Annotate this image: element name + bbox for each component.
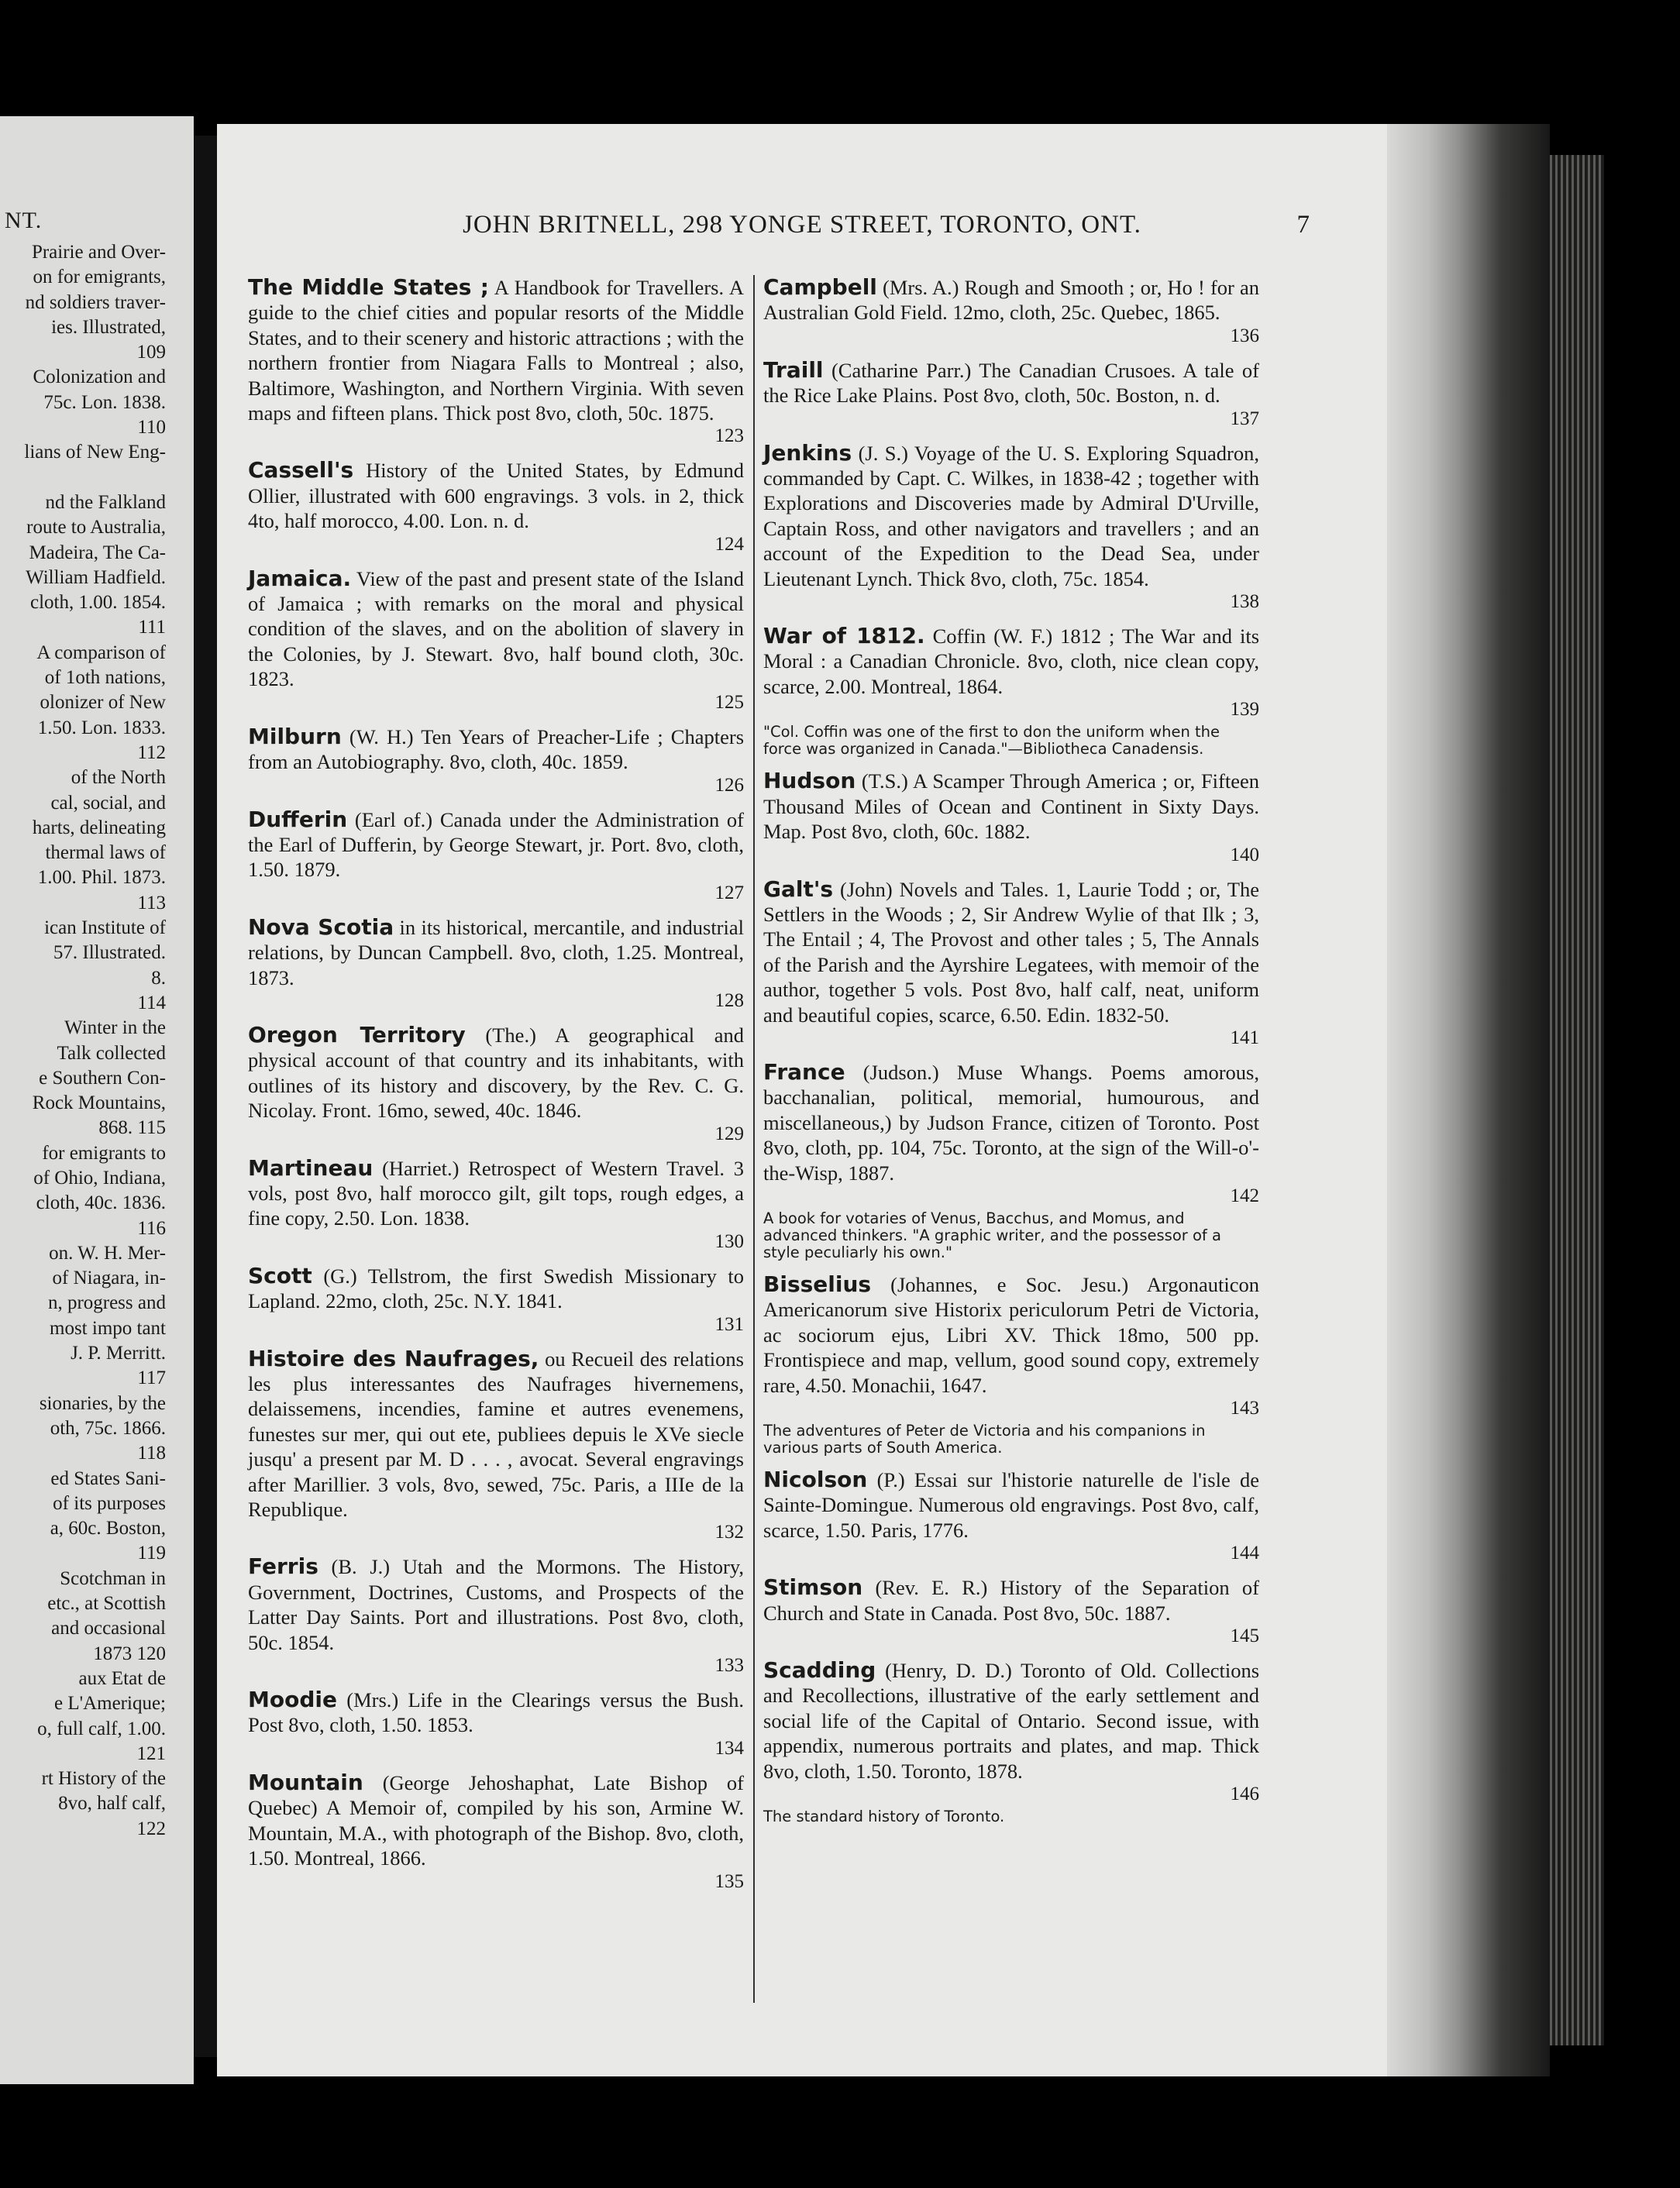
entry-heading: The Middle States ;: [248, 274, 489, 300]
left-page-line: n, progress and: [47, 1292, 166, 1314]
catalogue-entry: [248, 915, 744, 1012]
entry-number: 140: [1230, 844, 1259, 865]
entry-description: ou Recueil des relations les plus interessantes des Naufrages hivernemens, delaissemens, incendies, famine et autres evenemens, funestes sur mer, qui out ete, publiees depuis le XVe siecle jusqu' a present par M. D . . . , avocat. Several engravings after Marillier. 3 vols, 8vo, sewed, 75c. Paris, a IIIe de la Republique.: [248, 1347, 744, 1522]
entry-description: in its historical, mercantile, and industrial relations, by Duncan Campbell. 8vo, cloth, 1.25. Montreal, 1873.: [248, 915, 744, 989]
left-page-line: oth, 75c. 1866.: [50, 1417, 166, 1439]
catalogue-entry: [248, 566, 744, 714]
entry-description: A Handbook for Travellers. A guide to the chief cities and popular resorts of the Middle States, and to their scenery and historic attractions ; with the northern frontier from Niagara Falls to Montreal ; also, Baltimore, Washington, and Northern Virginia. With seven maps and fifteen plans. Thick post 8vo, cloth, 50c. 1875.: [248, 276, 745, 425]
left-page-line: 110: [137, 417, 166, 439]
left-page-line: 111: [138, 617, 166, 638]
left-page-line: cloth, 1.00. 1854.: [30, 592, 166, 614]
entry-heading: Nova Scotia: [248, 913, 394, 940]
left-page-line: [0, 466, 166, 490]
left-page-line: Scotchman in: [60, 1567, 166, 1589]
left-page-line: of its purposes: [53, 1492, 166, 1514]
left-page-line: cloth, 40c. 1836.: [36, 1192, 166, 1214]
left-page-line: Madeira, The Ca-: [29, 542, 166, 563]
entry-number: 139: [1230, 699, 1259, 721]
main-page: [217, 124, 1387, 2076]
page-number: 7: [1296, 211, 1310, 239]
left-page-header: NT.: [5, 208, 43, 233]
entry-number: 137: [1230, 408, 1259, 429]
left-page-line: cal, social, and: [50, 792, 166, 814]
left-page-line: 116: [137, 1217, 166, 1239]
left-page-line: Rock Mountains,: [32, 1092, 166, 1114]
left-page-line: 118: [137, 1443, 166, 1464]
catalogue-entry: [763, 1467, 1259, 1564]
left-page-line: lians of New Eng-: [24, 442, 166, 463]
left-page-line: nd soldiers traver-: [25, 291, 166, 313]
entry-heading: War of 1812.: [763, 623, 925, 649]
entry-heading: Milburn: [248, 723, 342, 749]
left-page-line: 114: [137, 992, 166, 1013]
catalogue-entry: [763, 358, 1259, 430]
column-divider: [753, 275, 755, 2003]
entry-heading: Histoire des Naufrages,: [248, 1345, 539, 1371]
catalogue-entry: [248, 1023, 744, 1145]
catalogue-entry: [248, 807, 744, 904]
entry-number: 133: [714, 1655, 744, 1677]
left-page-line: a, 60c. Boston,: [50, 1518, 166, 1540]
entry-number: 129: [714, 1123, 744, 1144]
left-page-line: sionaries, by the: [39, 1392, 166, 1414]
left-page-line: 75c. Lon. 1838.: [43, 391, 166, 413]
entry-number: 128: [714, 989, 744, 1011]
catalogue-entry: [763, 624, 1259, 758]
left-page-line: 122: [136, 1818, 166, 1839]
catalogue-entry: [763, 275, 1259, 347]
entry-description: (Earl of.) Canada under the Administration of the Earl of Dufferin, by George Stewart, jr. Port. 8vo, cloth, 1.50. 1879.: [248, 807, 745, 882]
catalogue-entry: [763, 1658, 1259, 1825]
left-page-line: etc., at Scottish: [47, 1593, 166, 1615]
catalogue-entry: [248, 1347, 744, 1544]
left-page-line: 1.00. Phil. 1873.: [37, 867, 166, 889]
entry-note: "Col. Coffin was one of the first to don the uniform when the force was organized in Canada."—Bibliotheca Canadensis.: [763, 723, 1220, 759]
left-page-line: aux Etat de: [78, 1667, 166, 1689]
entry-description: (B. J.) Utah and the Mormons. The History, Government, Doctrines, Customs, and Prospects of the Latter Day Saints. Port and illustrations. Post 8vo, cloth, 50c. 1854.: [248, 1555, 745, 1654]
catalogue-entry: [248, 1156, 744, 1253]
entry-heading: Oregon Territory: [248, 1021, 466, 1048]
catalogue-entry: [248, 1770, 744, 1893]
catalogue-entry: [763, 441, 1259, 613]
entry-heading: Campbell: [763, 274, 877, 300]
left-page-line: ies. Illustrated,: [51, 316, 166, 338]
left-page-line: e L'Amerique;: [53, 1693, 166, 1715]
entry-heading: Stimson: [763, 1574, 863, 1601]
catalogue-entry: [248, 724, 744, 796]
left-page-text: [0, 240, 166, 1842]
left-page-line: 8.: [151, 967, 166, 989]
catalogue-entry: [248, 1554, 744, 1677]
page-edges: [1387, 124, 1550, 2076]
entry-heading: Ferris: [248, 1553, 318, 1580]
entry-number: 144: [1230, 1543, 1259, 1564]
entry-description: (The.) A geographical and physical account of that country and its inhabitants, with outlines of its history and discovery, by the Rev. C. G. Nicolay. Front. 16mo, sewed, 40c. 1846.: [248, 1023, 745, 1123]
catalogue-entry: [763, 1575, 1259, 1647]
entry-description: (Johannes, e Soc. Jesu.) Argonauticon Americanorum sive Historix periculorum Petri de Victoria, ac sociorum ejus, Libri XV. Thick 18mo, 500 pp. Frontispiece and map, vellum, good sound copy, extremely rare, 4.50. Monachii, 1647.: [763, 1272, 1260, 1397]
entry-number: 145: [1230, 1626, 1259, 1647]
left-page-line: 109: [136, 342, 166, 363]
left-page-line: most impo tant: [50, 1317, 166, 1339]
left-page-line: e Southern Con-: [39, 1067, 166, 1089]
left-page-line: Colonization and: [33, 366, 166, 388]
left-page-line: nd the Falkland: [45, 491, 166, 513]
left-page-line: harts, delineating: [32, 817, 166, 838]
entry-number: 136: [1230, 325, 1259, 346]
left-page-line: on. W. H. Mer-: [49, 1242, 166, 1264]
entry-description: (Henry, D. D.) Toronto of Old. Collections and Recollections, illustrative of the early settlement and social life of the Capital of Ontario. Second issue, with appendix, numerous portraits and plates, and map. Thick 8vo, cloth, 1.50. Toronto, 1878.: [763, 1659, 1260, 1783]
left-page-line: ed States Sani-: [50, 1467, 166, 1489]
entry-number: 132: [714, 1522, 744, 1543]
left-page-line: and occasional: [51, 1618, 166, 1639]
left-page-line: William Hadfield.: [26, 566, 166, 588]
entry-number: 141: [1230, 1027, 1259, 1048]
entry-heading: Bisselius: [763, 1271, 872, 1297]
entry-description: (John) Novels and Tales. 1, Laurie Todd ; or, The Settlers in the Woods ; 2, Sir Andrew Wylie of that Ilk ; 3, The Entail ; 4, The Provost and other tales ; 5, The Annals of the Parish and the Ayrshire Legatees, with memoir of the author, together 5 vols. Post 8vo, half calf, neat, uniform and beautiful copies, scarce, 6.50. Edin. 1832-50.: [763, 877, 1260, 1027]
page-block-edge: [1550, 155, 1604, 2045]
entry-description: (W. H.) Ten Years of Preacher-Life ; Chapters from an Autobiography. 8vo, cloth, 40c. 1859.: [248, 724, 745, 774]
catalogue-entry: [763, 877, 1259, 1049]
entry-description: History of the United States, by Edmund Ollier, illustrated with 600 engravings. 3 vols. in 2, thick 4to, half morocco, 4.00. Lon. n. d.: [248, 459, 744, 533]
left-page-line: 113: [137, 892, 166, 913]
entry-number: 127: [714, 882, 744, 903]
catalogue-entry: [248, 275, 744, 447]
entry-description: (Rev. E. R.) History of the Separation of Church and State in Canada. Post 8vo, 50c. 1887.: [763, 1576, 1259, 1625]
left-page-line: 119: [137, 1543, 166, 1564]
left-page-line: rt History of the: [41, 1768, 166, 1790]
entry-heading: Nicolson: [763, 1467, 868, 1492]
entry-note: The standard history of Toronto.: [763, 1808, 1005, 1826]
entry-note: The adventures of Peter de Victoria and his companions in various parts of South America.: [763, 1422, 1206, 1457]
entry-note: A book for votaries of Venus, Bacchus, and Momus, and advanced thinkers. "A graphic writer, and the possessor of a style peculiarly his own.": [763, 1209, 1221, 1261]
entry-description: View of the past and present state of the Island of Jamaica ; with remarks on the moral and physical condition of the slaves, and on the abolition of slavery in the Colonies, by J. Stewart. 8vo, half bound cloth, 30c. 1823.: [248, 566, 744, 691]
catalogue-entry: [763, 1060, 1259, 1261]
entry-description: Coffin (W. F.) 1812 ; The War and its Moral : a Canadian Chronicle. 8vo, cloth, nice clean copy, scarce, 2.00. Montreal, 1864.: [763, 624, 1260, 698]
left-page-line: of Niagara, in-: [52, 1268, 166, 1289]
entry-number: 135: [714, 1870, 744, 1892]
left-page-line: o, full calf, 1.00.: [37, 1718, 166, 1739]
entry-heading: Galt's: [763, 876, 834, 902]
catalogue-entry: [248, 1687, 744, 1760]
left-page-line: 1873 120: [93, 1643, 166, 1664]
entry-number: 124: [714, 533, 744, 555]
entry-heading: Traill: [763, 356, 824, 383]
left-page-line: for emigrants to: [42, 1142, 166, 1164]
left-page-line: 57. Illustrated.: [53, 942, 166, 964]
left-page-line: 1.50. Lon. 1833.: [37, 717, 166, 738]
catalogue-column-right: [763, 275, 1259, 1836]
catalogue-entry: [248, 1264, 744, 1336]
entry-description: (G.) Tellstrom, the first Swedish Missionary to Lapland. 22mo, cloth, 25c. N.Y. 1841.: [248, 1264, 745, 1313]
left-page-line: A comparison of: [36, 642, 166, 663]
entry-description: (Harriet.) Retrospect of Western Travel. 3 vols, post 8vo, half morocco gilt, gilt tops, rough edges, a fine copy, 2.50. Lon. 1838.: [248, 1156, 744, 1230]
entry-description: (Mrs.) Life in the Clearings versus the Bush. Post 8vo, cloth, 1.50. 1853.: [248, 1688, 744, 1737]
left-page-line: on for emigrants,: [33, 267, 166, 288]
left-page-line: ican Institute of: [44, 917, 166, 939]
entry-heading: Dufferin: [248, 806, 348, 832]
left-facing-page: [0, 116, 194, 2084]
entry-number: 125: [714, 691, 744, 713]
left-page-line: 868. 115: [98, 1117, 166, 1139]
entry-number: 142: [1230, 1185, 1259, 1206]
entry-heading: Hudson: [763, 768, 856, 794]
running-head: JOHN BRITNELL, 298 YONGE STREET, TORONTO, ONT.: [463, 211, 1141, 239]
entry-description: (Mrs. A.) Rough and Smooth ; or, Ho ! for an Australian Gold Field. 12mo, cloth, 25c. Quebec, 1865.: [763, 276, 1259, 325]
entry-heading: Jamaica.: [248, 565, 352, 591]
catalogue-entry: [763, 1272, 1259, 1457]
entry-heading: France: [763, 1058, 845, 1085]
entry-heading: Cassell's: [248, 457, 354, 483]
entry-number: 146: [1230, 1784, 1259, 1805]
entry-number: 131: [714, 1313, 744, 1335]
left-page-line: 117: [137, 1368, 166, 1389]
left-page-line: thermal laws of: [45, 842, 166, 864]
entry-description: (George Jehoshaphat, Late Bishop of Quebec) A Memoir of, compiled by his son, Armine W. Mountain, M.A., with photograph of the Bishop. 8vo, cloth, 1.50. Montreal, 1866.: [248, 1770, 745, 1870]
entry-heading: Moodie: [248, 1687, 337, 1713]
entry-description: (T.S.) A Scamper Through America ; or, Fifteen Thousand Miles of Ocean and Continent in Sixty Days. Map. Post 8vo, cloth, 60c. 1882.: [763, 769, 1260, 844]
entry-description: (P.) Essai sur l'historie naturelle de l'isle de Sainte-Domingue. Numerous old engravings. Post 8vo, calf, scarce, 1.50. Paris, 1776.: [763, 1468, 1259, 1542]
catalogue-entry: [248, 458, 744, 555]
left-page-line: Winter in the: [64, 1017, 166, 1039]
left-page-line: 121: [136, 1742, 166, 1764]
catalogue-entry: [763, 769, 1259, 865]
left-page-line: of the North: [71, 767, 166, 789]
entry-description: (J. S.) Voyage of the U. S. Exploring Squadron, commanded by Capt. C. Wilkes, in 1838-42 ; together with Explorations and Discoveries made by Admiral D'Urville, Captain Ross, and other navigators and travellers ; and an account of the Expedition to the Dead Sea, under Lieutenant Lynch. Thick 8vo, cloth, 75c. 1854.: [763, 441, 1260, 590]
entry-heading: Mountain: [248, 1769, 363, 1795]
book-spine: [194, 136, 217, 2057]
left-page-line: of Ohio, Indiana,: [33, 1167, 166, 1189]
entry-heading: Scott: [248, 1262, 312, 1288]
catalogue-column-left: [248, 275, 744, 1904]
left-page-line: Talk collected: [57, 1042, 166, 1064]
entry-heading: Scadding: [763, 1657, 876, 1684]
left-page-line: olonizer of New: [40, 692, 166, 714]
entry-number: 130: [714, 1230, 744, 1252]
entry-number: 143: [1230, 1398, 1259, 1419]
left-page-line: 8vo, half calf,: [58, 1793, 166, 1815]
left-page-line: of 1oth nations,: [44, 667, 166, 689]
left-page-line: 112: [137, 741, 166, 763]
entry-number: 138: [1230, 591, 1259, 613]
left-page-line: Prairie and Over-: [31, 242, 166, 263]
entry-heading: Martineau: [248, 1154, 374, 1181]
entry-number: 126: [714, 774, 744, 796]
left-page-line: route to Australia,: [26, 517, 166, 538]
entry-heading: Jenkins: [763, 439, 852, 466]
entry-number: 134: [714, 1737, 744, 1759]
entry-number: 123: [714, 425, 744, 447]
left-page-line: J. P. Merritt.: [71, 1343, 166, 1364]
entry-description: (Catharine Parr.) The Canadian Crusoes. A tale of the Rice Lake Plains. Post 8vo, cloth, 50c. Boston, n. d.: [763, 358, 1260, 408]
entry-description: (Judson.) Muse Whangs. Poems amorous, bacchanalian, political, memorial, humourous, and miscellaneous,) by Judson France, citizen of Toronto. Post 8vo, cloth, pp. 104, 75c. Toronto, at the sign of the Will-o'-the-Wisp, 1887.: [763, 1060, 1259, 1185]
